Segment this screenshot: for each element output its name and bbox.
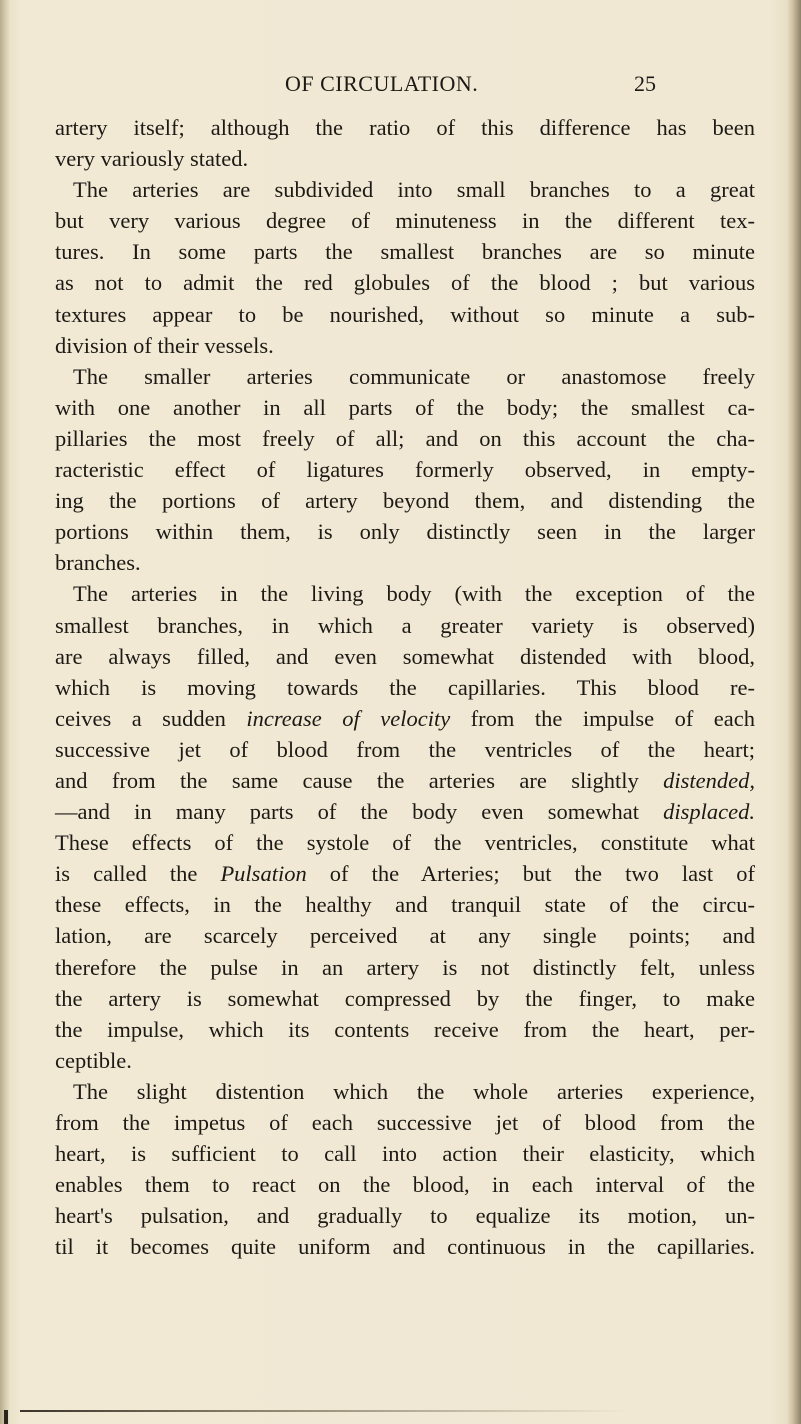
text-line: but very various degree of minuteness in the different tex- bbox=[55, 208, 755, 234]
text-segment: and from the same cause the arteries are slightly bbox=[55, 767, 664, 793]
text-line bbox=[55, 703, 755, 734]
text-segment: is called the bbox=[55, 861, 221, 887]
italic-phrase: displaced. bbox=[663, 799, 755, 825]
text-segment: from the impulse of each bbox=[450, 705, 755, 731]
text-line: very variously stated. bbox=[55, 146, 249, 172]
text-line: heart, is sufficient to call into action their elasticity, which bbox=[55, 1141, 755, 1167]
text-line bbox=[55, 765, 755, 796]
italic-phrase: Pulsation bbox=[220, 861, 307, 887]
text-line bbox=[55, 796, 755, 827]
text-line: tures. In some parts the smallest branches are so minute bbox=[55, 239, 755, 265]
text-line: racteristic effect of ligatures formerly observed, in empty- bbox=[55, 457, 755, 483]
text-segment: of the Arteries; but the two last of bbox=[306, 861, 755, 887]
text-line: The smaller arteries communicate or anastomose freely bbox=[73, 363, 755, 389]
text-line: are always filled, and even somewhat distended with blood, bbox=[55, 643, 755, 669]
text-line: ceptible. bbox=[55, 1047, 132, 1073]
text-line: which is moving towards the capillaries. This blood re- bbox=[55, 674, 755, 700]
text-line: artery itself; although the ratio of this difference has been bbox=[55, 115, 755, 140]
text-line: portions within them, is only distinctly seen in the larger bbox=[55, 519, 755, 545]
body-text bbox=[55, 112, 755, 1262]
text-line: branches. bbox=[55, 550, 141, 576]
page-left-edge bbox=[0, 0, 10, 1424]
text-line: smallest branches, in which a greater variety is observed) bbox=[55, 612, 755, 638]
text-line: lation, are scarcely perceived at any single points; and bbox=[55, 923, 755, 949]
text-line: the artery is somewhat compressed by the finger, to make bbox=[55, 985, 755, 1011]
running-title: OF CIRCULATION. bbox=[285, 71, 479, 96]
text-segment: ceives a sudden bbox=[55, 705, 247, 731]
text-line: with one another in all parts of the body; the smallest ca- bbox=[55, 394, 755, 420]
text-line: pillaries the most freely of all; and on this account the cha- bbox=[55, 425, 755, 451]
text-line: successive jet of blood from the ventricles of the heart; bbox=[55, 736, 755, 762]
bottom-rule bbox=[20, 1410, 780, 1412]
text-segment: —and in many parts of the body even somewhat bbox=[55, 799, 664, 825]
text-line: the impulse, which its contents receive from the heart, per- bbox=[55, 1016, 755, 1042]
text-line: The arteries are subdivided into small branches to a great bbox=[73, 177, 755, 203]
text-line: textures appear to be nourished, without so minute a sub- bbox=[55, 301, 755, 327]
text-line: from the impetus of each successive jet of blood from the bbox=[55, 1110, 755, 1135]
text-line: therefore the pulse in an artery is not distinctly felt, unless bbox=[55, 954, 755, 980]
italic-phrase: increase of velocity bbox=[246, 705, 451, 731]
text-line: The arteries in the living body (with the exception of the bbox=[73, 581, 755, 607]
page-header bbox=[0, 71, 801, 105]
page-right-edge bbox=[787, 0, 801, 1424]
text-line: These effects of the systole of the ventricles, constitute what bbox=[55, 830, 755, 856]
italic-phrase: distended, bbox=[663, 767, 755, 793]
text-line: heart's pulsation, and gradually to equalize its motion, un- bbox=[55, 1203, 755, 1229]
text-line: as not to admit the red globules of the blood ; but various bbox=[55, 270, 755, 296]
text-line: ing the portions of artery beyond them, and distending the bbox=[55, 488, 755, 514]
text-line: division of their vessels. bbox=[55, 332, 274, 358]
text-line: enables them to react on the blood, in each interval of the bbox=[55, 1172, 755, 1198]
text-line bbox=[55, 858, 755, 889]
text-line: these effects, in the healthy and tranquil state of the circu- bbox=[55, 892, 755, 918]
corner-mark bbox=[4, 1410, 8, 1424]
text-line: The slight distention which the whole arteries experience, bbox=[73, 1078, 755, 1104]
page-number: 25 bbox=[634, 71, 656, 96]
text-line: til it becomes quite uniform and continuous in the capillaries. bbox=[55, 1234, 755, 1260]
